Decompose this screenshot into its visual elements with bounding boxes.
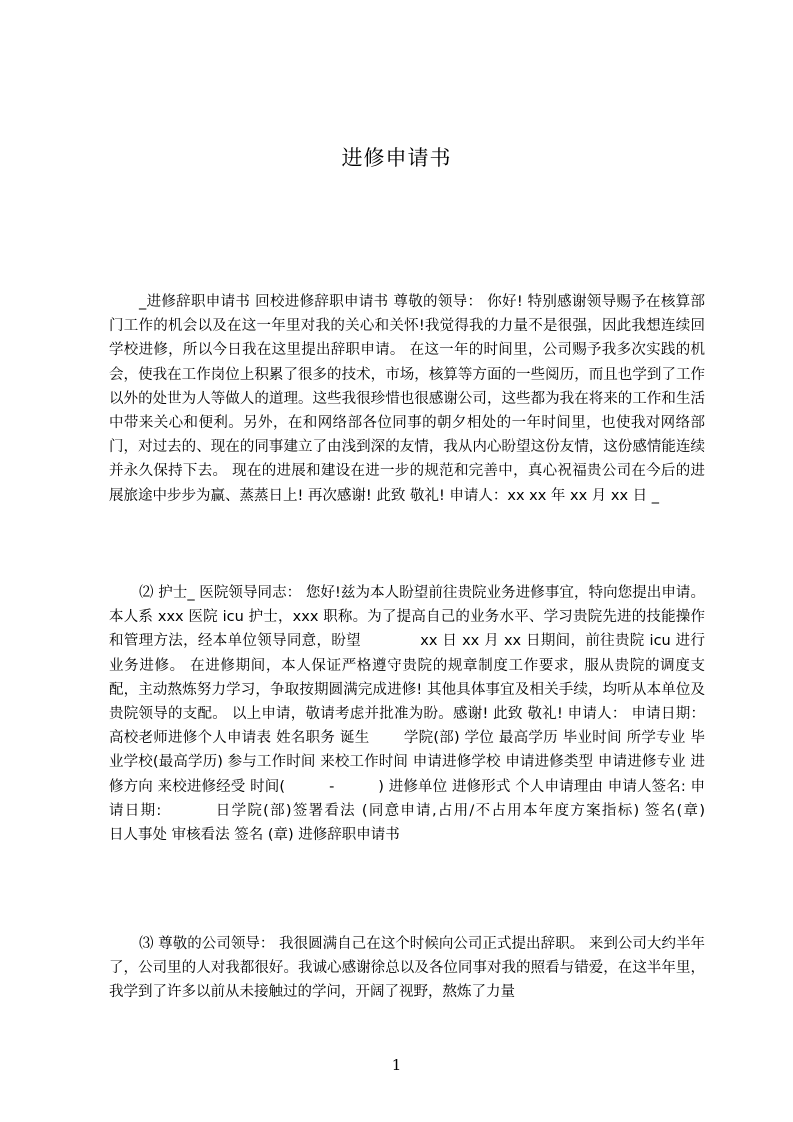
paragraph-2: ⑵ 护士_ 医院领导同志： 您好!兹为本人盼望前往贵院业务进修事宜，特向您提出申请。 本人系 xxx 医院 icu 护士，xxx 职称。为了提高自己的业务水平、学习贵院先进的技能操作和管理方法，经本单位领导同意，盼望 xx 日 xx 月 xx 日期间，前往贵院 icu 进行业务进修。 在进修期间，本人保证严格遵守贵院的规章制度工作要求，服从贵院的调度支配，主动熬炼努力学习，争取按期圆满完成进修! 其他具体事宜及相关手续，均听从本单位及贵院领导的支配。 以上申请，敬请考虑并批准为盼。感谢! 此致 敬礼! 申请人： 申请日期： 高校老师进修个人申请表 姓名职务 诞生 学院(部) 学位 最高学历 毕业时间 所学专业 毕业学校(最高学历) 参与工作时间 来校工作时间 申请进修学校 申请进修类型 申请进修专业 进修方向 来校进修经受 时间( - ) 进修单位 进修形式 个人申请理由 申请人签名: 申请日期: 日学院(部)签署看法 (同意申请,占用/不占用本年度方案指标) 签名(章) 日人事处 审核看法 签名 (章) 进修辞职申请书 bbox=[109, 585, 754, 844]
paragraph-1: _进修辞职申请书 回校进修辞职申请书 尊敬的领导： 你好! 特别感谢领导赐予在核算部门工作的机会以及在这一年里对我的关心和关怀!我觉得我的力量不是很强，因此我想连续回学校进修，所以今日我在这里提出辞职申请。 在这一年的时间里，公司赐予我多次实践的机会，使我在工作岗位上积累了很多的技术，市场，核算等方面的一些阅历，而且也学到了工作以外的处世为人等做人的道理。这些我很珍惜也很感谢公司，这些都为我在将来的工作和生活中带来关心和便利。另外，在和网络部各位同事的朝夕相处的一年时间里，也使我对网络部门，对过去的、现在的同事建立了由浅到深的友情，我从内心盼望这份友情，这份感情能连续并永久保持下去。 现在的进展和建设在进一步的规范和完善中，真心祝福贵公司在今后的进展旅途中步步为赢、蒸蒸日上! 再次感谢! 此致 敬礼! 申请人：xx xx 年 xx 月 xx 日 _ bbox=[109, 294, 705, 504]
page-number: 1 bbox=[391, 1056, 402, 1074]
document-title: 进修申请书 bbox=[341, 146, 452, 170]
paragraph-3: ⑶ 尊敬的公司领导： 我很圆满自己在这个时候向公司正式提出辞职。 来到公司大约半年了，公司里的人对我都很好。我诚心感谢徐总以及各位同事对我的照看与错爱，在这半年里，我学到了许多以前从未接触过的学问，开阔了视野，熬炼了力量 bbox=[109, 936, 705, 1001]
